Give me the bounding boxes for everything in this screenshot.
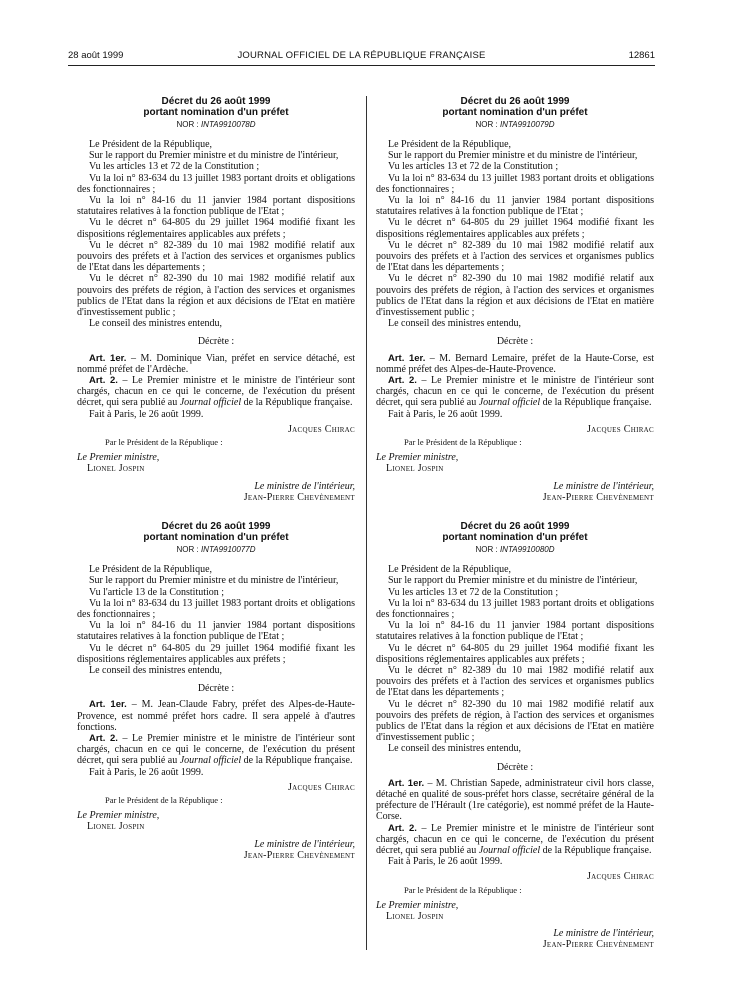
left-column: [77, 96, 355, 861]
ministre-interieur: Le ministre de l'intérieur,: [254, 480, 355, 492]
article-2-text: – Le Premier ministre et le ministre de l'intérieur sont chargés, chacun en ce qui le concerne, de l'exécution du présent décret, qui sera publié au: [77, 375, 355, 409]
visa-decret-64: Vu le décret n° 64-805 du 29 juillet 1964 modifié fixant les dispositions réglementaires applicables aux préfets ;: [376, 642, 654, 665]
journal-officiel: Journal officiel: [179, 397, 242, 409]
visa-loi-84: Vu la loi n° 84-16 du 11 janvier 1984 portant dispositions statutaires relatives à la fonction publique de l'Etat ;: [376, 620, 654, 643]
decree-subtitle: portant nomination d'un préfet: [442, 107, 588, 118]
nor-label: NOR :: [475, 545, 500, 555]
article-1: [77, 699, 355, 733]
preamble-conseil: Le conseil des ministres entendu,: [89, 664, 223, 676]
signature-chevenement: Jean-Pierre Chevènement: [542, 491, 654, 503]
signature-chirac: Jacques Chirac: [287, 781, 355, 793]
premier-ministre: Le Premier ministre,: [77, 452, 160, 464]
par-president: Par le Président de la République :: [404, 437, 522, 448]
journal-officiel: Journal officiel: [179, 755, 242, 767]
signature-jospin: Lionel Jospin: [386, 463, 444, 475]
decrete-heading: Décrète :: [496, 761, 534, 773]
visa-constitution: Vu l'article 13 de la Constitution ;: [89, 586, 225, 598]
right-column: [376, 96, 654, 951]
nor-reference: [376, 545, 654, 555]
decree-body: [77, 564, 355, 861]
preamble-rapport: Sur le rapport du Premier ministre et du ministre de l'intérieur,: [388, 150, 638, 162]
article-2: [77, 733, 355, 767]
article-1-label: Art. 1er.: [89, 352, 127, 364]
article-1: [376, 353, 654, 375]
visa-loi-83: Vu la loi n° 83-634 du 13 juillet 1983 portant droits et obligations des fonctionnaires ;: [77, 172, 355, 195]
ministre-interieur: Le ministre de l'intérieur,: [553, 928, 654, 940]
preamble-rapport: Sur le rapport du Premier ministre et du ministre de l'intérieur,: [89, 150, 339, 162]
visa-decret-64: Vu le décret n° 64-805 du 29 juillet 1964 modifié fixant les dispositions réglementaires applicables aux préfets ;: [77, 642, 355, 665]
decree-block: [376, 521, 654, 951]
article-1-label: Art. 1er.: [89, 699, 127, 711]
nor-code: INTA9910080D: [499, 545, 555, 555]
signature-chevenement: Jean-Pierre Chevènement: [243, 849, 355, 861]
page-header: [68, 50, 655, 64]
decree-subtitle: portant nomination d'un préfet: [143, 532, 289, 544]
nor-code: INTA9910078D: [200, 120, 256, 129]
visa-loi-84: Vu la loi n° 84-16 du 11 janvier 1984 portant dispositions statutaires relatives à la fonction publique de l'Etat ;: [376, 195, 654, 218]
decrete-heading: Décrète :: [197, 336, 235, 348]
nor-label: NOR :: [176, 120, 201, 129]
fait-a-paris: Fait à Paris, le 26 août 1999.: [388, 856, 503, 868]
signature-chirac: Jacques Chirac: [287, 423, 355, 435]
header-rule: [68, 65, 655, 66]
decree-block: [376, 96, 654, 503]
visa-decret-82-390: Vu le décret n° 82-390 du 10 mai 1982 modifié relatif aux pouvoirs des préfets de région, à l'action des services et organismes publics de l'Etat dans la région et aux décisions de l'Etat en matière d'investissement public ;: [77, 273, 355, 319]
par-president: Par le Président de la République :: [105, 794, 223, 805]
ministre-interieur: Le ministre de l'intérieur,: [553, 480, 654, 492]
signature-jospin: Lionel Jospin: [386, 910, 444, 922]
visa-loi-83: Vu la loi n° 83-634 du 13 juillet 1983 portant droits et obligations des fonctionnaires ;: [77, 597, 355, 620]
preamble-conseil: Le conseil des ministres entendu,: [388, 743, 522, 755]
decree-subtitle: portant nomination d'un préfet: [442, 532, 588, 544]
par-president: Par le Président de la République :: [105, 437, 223, 448]
visa-decret-82-389: Vu le décret n° 82-389 du 10 mai 1982 modifié relatif aux pouvoirs des préfets et à l'action des services et organismes publics de l'Etat dans les départements ;: [376, 664, 654, 699]
article-1-label: Art. 1er.: [388, 352, 426, 364]
decree-body: [376, 564, 654, 951]
article-1-text: – M. Jean-Claude Fabry, préfet des Alpes-de-Haute-Provence, est nommé préfet hors cadre. Il sera appelé à d'autres fonctions.: [77, 699, 355, 733]
article-1-text: – M. Christian Sapede, administrateur civil hors classe, détaché en qualité de sous-préfet hors classe, secrétaire général de la préfecture de l'Hérault (1re catégorie), est nommé préfet de la Haute-Corse.: [376, 777, 654, 823]
decree-block: [77, 521, 355, 861]
decree-title: Décret du 26 août 1999: [161, 521, 271, 533]
preamble-president: Le Président de la République,: [89, 139, 213, 150]
visa-decret-82-389: Vu le décret n° 82-389 du 10 mai 1982 modifié relatif aux pouvoirs des préfets et à l'action des services et organismes publics de l'Etat dans les départements ;: [77, 239, 355, 274]
signature-chirac: Jacques Chirac: [586, 423, 654, 435]
article-2: [376, 823, 654, 857]
decree-title: Décret du 26 août 1999: [460, 96, 570, 107]
article-2: [77, 375, 355, 409]
article-2-text: – Le Premier ministre et le ministre de l'intérieur sont chargés, chacun en ce qui le concerne, de l'exécution du présent décret, qui sera publié au: [376, 822, 654, 856]
article-2-label: Art. 2.: [388, 822, 417, 834]
article-1-label: Art. 1er.: [388, 777, 425, 789]
article-2-text-end: de la République française.: [241, 755, 353, 767]
nor-reference: [376, 120, 654, 130]
article-2: [376, 375, 654, 409]
decree-body: [376, 139, 654, 503]
decree-subtitle: portant nomination d'un préfet: [143, 107, 289, 118]
fait-a-paris: Fait à Paris, le 26 août 1999.: [388, 408, 503, 420]
decree-body: [77, 139, 355, 503]
nor-code: INTA9910077D: [200, 545, 256, 555]
par-president: Par le Président de la République :: [404, 884, 522, 895]
nor-code: INTA9910079D: [499, 120, 555, 129]
block-spacer: [77, 503, 355, 521]
visa-decret-82-389: Vu le décret n° 82-389 du 10 mai 1982 modifié relatif aux pouvoirs des préfets et à l'action des services et organismes publics de l'Etat dans les départements ;: [376, 239, 654, 274]
premier-ministre: Le Premier ministre,: [376, 452, 459, 464]
visa-decret-64: Vu le décret n° 64-805 du 29 juillet 1964 modifié fixant les dispositions réglementaires applicables aux préfets ;: [77, 217, 355, 240]
article-2-label: Art. 2.: [89, 732, 118, 744]
visa-loi-84: Vu la loi n° 84-16 du 11 janvier 1984 portant dispositions statutaires relatives à la fonction publique de l'Etat ;: [77, 195, 355, 218]
article-1-text: – M. Dominique Vian, préfet en service détaché, est nommé préfet de l'Ardèche.: [77, 352, 355, 375]
preamble-rapport: Sur le rapport du Premier ministre et du ministre de l'intérieur,: [388, 575, 638, 587]
nor-reference: [77, 120, 355, 130]
visa-constitution: Vu les articles 13 et 72 de la Constitution ;: [388, 586, 559, 598]
preamble-conseil: Le conseil des ministres entendu,: [388, 318, 522, 330]
article-2-text-end: de la République française.: [241, 397, 353, 409]
visa-decret-64: Vu le décret n° 64-805 du 29 juillet 1964 modifié fixant les dispositions réglementaires applicables aux préfets ;: [376, 217, 654, 240]
visa-loi-84: Vu la loi n° 84-16 du 11 janvier 1984 portant dispositions statutaires relatives à la fonction publique de l'Etat ;: [77, 620, 355, 643]
article-2-text-end: de la République française.: [540, 397, 652, 409]
preamble-president: Le Président de la République,: [388, 564, 512, 576]
visa-decret-82-390: Vu le décret n° 82-390 du 10 mai 1982 modifié relatif aux pouvoirs des préfets de région, à l'action des services et organismes publics de l'Etat dans la région et aux décisions de l'Etat en matière d'investissement public ;: [376, 273, 654, 319]
decree-block: [77, 96, 355, 503]
article-1: [77, 353, 355, 375]
ministre-interieur: Le ministre de l'intérieur,: [254, 838, 355, 850]
decrete-heading: Décrète :: [496, 336, 534, 348]
visa-loi-83: Vu la loi n° 83-634 du 13 juillet 1983 portant droits et obligations des fonctionnaires ;: [376, 597, 654, 620]
column-divider: [366, 96, 367, 950]
decree-title: Décret du 26 août 1999: [460, 521, 570, 533]
premier-ministre: Le Premier ministre,: [376, 899, 459, 911]
decree-title: Décret du 26 août 1999: [161, 96, 271, 107]
signature-jospin: Lionel Jospin: [87, 821, 145, 833]
nor-reference: [77, 545, 355, 555]
page-number: 12861: [628, 50, 655, 61]
signature-jospin: Lionel Jospin: [87, 463, 145, 475]
article-2-label: Art. 2.: [388, 375, 417, 387]
article-1: [376, 778, 654, 823]
visa-constitution: Vu les articles 13 et 72 de la Constitution ;: [89, 161, 260, 173]
fait-a-paris: Fait à Paris, le 26 août 1999.: [89, 766, 204, 778]
visa-loi-83: Vu la loi n° 83-634 du 13 juillet 1983 portant droits et obligations des fonctionnaires ;: [376, 172, 654, 195]
preamble-president: Le Président de la République,: [89, 564, 213, 576]
journal-officiel: Journal officiel: [478, 397, 541, 409]
block-spacer: [376, 503, 654, 521]
preamble-rapport: Sur le rapport du Premier ministre et du ministre de l'intérieur,: [89, 575, 339, 587]
decrete-heading: Décrète :: [197, 683, 235, 695]
journal-title: JOURNAL OFFICIEL DE LA RÉPUBLIQUE FRANÇAISE: [237, 50, 486, 61]
article-2-text-end: de la République française.: [540, 844, 652, 856]
visa-constitution: Vu les articles 13 et 72 de la Constitution ;: [388, 161, 559, 173]
header-date: 28 août 1999: [68, 50, 124, 61]
fait-a-paris: Fait à Paris, le 26 août 1999.: [89, 408, 204, 420]
nor-label: NOR :: [475, 120, 500, 129]
premier-ministre: Le Premier ministre,: [77, 810, 160, 822]
preamble-conseil: Le conseil des ministres entendu,: [89, 318, 223, 330]
article-2-text: – Le Premier ministre et le ministre de l'intérieur sont chargés, chacun en ce qui le concerne, de l'exécution du présent décret, qui sera publié au: [376, 375, 654, 409]
signature-chevenement: Jean-Pierre Chevènement: [542, 939, 654, 951]
signature-chirac: Jacques Chirac: [586, 871, 654, 883]
article-1-text: – M. Bernard Lemaire, préfet de la Haute-Corse, est nommé préfet des Alpes-de-Haute-Provence.: [376, 352, 654, 375]
preamble-president: Le Président de la République,: [388, 139, 512, 150]
nor-label: NOR :: [176, 545, 201, 555]
article-2-text: – Le Premier ministre et le ministre de l'intérieur sont chargés, chacun en ce qui le concerne, de l'exécution du présent décret, qui sera publié au: [77, 732, 355, 767]
signature-chevenement: Jean-Pierre Chevènement: [243, 491, 355, 503]
visa-decret-82-390: Vu le décret n° 82-390 du 10 mai 1982 modifié relatif aux pouvoirs des préfets de région, à l'action des services et organismes publics de l'Etat dans la région et aux décisions de l'Etat en matière d'investissement public ;: [376, 698, 654, 744]
article-2-label: Art. 2.: [89, 375, 118, 387]
journal-officiel: Journal officiel: [478, 844, 541, 856]
